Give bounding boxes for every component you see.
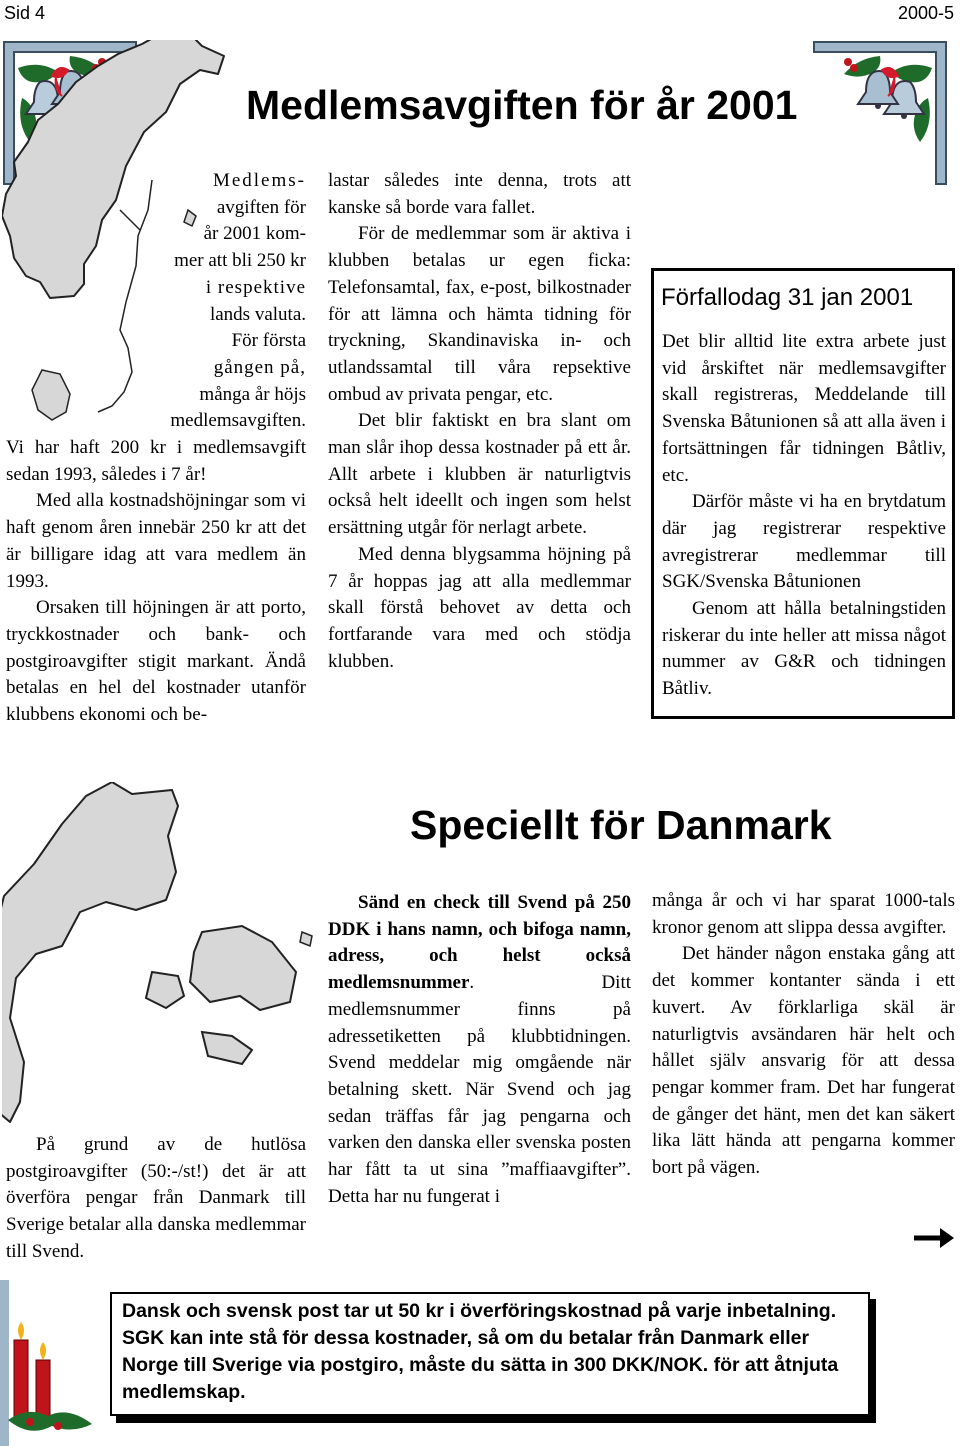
text-line: För första bbox=[231, 330, 306, 352]
due-date-box bbox=[651, 268, 955, 719]
paragraph: många år och vi har sparat 1000-tals kronor genom att slippa dessa avgifter. bbox=[652, 890, 955, 938]
paragraph: lastar således inte denna, trots att kanske så borde vara fallet. bbox=[328, 170, 631, 218]
article1-middle-column bbox=[328, 168, 631, 675]
paragraph: Orsaken till höjningen är att porto, tryckkostnader och bank- och postgiroavgifter stigit markant. Ändå betalas en hel del kostnader utanför klubbens ekonomi och be- bbox=[6, 597, 306, 726]
page-number: Sid 4 bbox=[4, 3, 46, 23]
text-line: medlemsavgiften. bbox=[170, 410, 306, 432]
paragraph: Det blir alltid lite extra arbete just vid årskiftet när medlemsavgifter skall registreras, Meddelande till Svenska Båtunionen så att alla även i fortsättningen får tidningen Båtliv, etc. bbox=[662, 331, 946, 486]
intro-wrap-lines bbox=[6, 168, 306, 435]
text-run: . Ditt medlemsnummer finns på adressetiketten på klubbtidningen. Svend meddelar mig omgående när betalning skett. När Svend och jag sedan träffas får jag pengarna och varken den danska eller svenska posten har fått ta ut sina ”maffiaavgifter”. Detta har nu fungerat i bbox=[328, 972, 631, 1207]
arrow-right-icon bbox=[912, 1226, 956, 1250]
paragraph: På grund av de hutlösa postgiroavgifter (50:-/st!) det är att överföra pengar från Danmark till Sverige betalar alla danska medlemmar till Svend. bbox=[6, 1134, 306, 1262]
paragraph: Genom att hålla betalningstiden riskerar du inte heller att missa något nummer av G&R och tidningen Båtliv. bbox=[662, 598, 946, 700]
paragraph: Med alla kostnadshöjningar som vi haft genom åren innebär 250 kr att det är billigare idag att vara medlem än 1993. bbox=[6, 490, 306, 592]
text-line: avgiften för bbox=[216, 196, 306, 218]
article2-middle-column bbox=[328, 890, 631, 1210]
article2-right-column bbox=[652, 888, 955, 1182]
paragraph bbox=[328, 890, 631, 1210]
text-line: gången på, bbox=[213, 356, 306, 378]
notice-box bbox=[110, 1292, 870, 1416]
text-line: många år höjs bbox=[199, 383, 306, 405]
text-line: mer att bli 250 kr bbox=[174, 250, 306, 272]
article-title: Medlemsavgiften för år 2001 bbox=[246, 82, 798, 128]
article1-left-column bbox=[6, 168, 306, 729]
paragraph: Vi har haft 200 kr i medlemsavgift sedan 1993, således i 7 år! bbox=[6, 437, 306, 485]
denmark-map bbox=[2, 782, 332, 1132]
text-line: Medlems- bbox=[212, 170, 306, 191]
paragraph: Det blir faktiskt en bra slant om man slår ihop dessa kostnader på ett år. Allt arbete i klubben är naturligtvis också helt ideellt och ingen som helst ersättning utgår för nerlagt arbete. bbox=[328, 410, 631, 539]
due-date-title: Förfallodag 31 jan 2001 bbox=[661, 284, 914, 311]
notice-text: Dansk och svensk post tar ut 50 kr i överföringskostnad på varje inbetalning. SGK kan inte stå för dessa kostnader, så om du betalar från Danmark eller Norge till Sverige via postgiro, måste du sätta in 300 DKK/NOK. för att åtnjuta medlemskap. bbox=[122, 1300, 839, 1403]
article2-left-column bbox=[6, 1132, 306, 1266]
text-line: i respektive bbox=[205, 276, 306, 298]
text-line: lands valuta. bbox=[209, 303, 306, 325]
bold-instruction: Sänd en check till Svend på 250 DDK i hans namn, och bifoga namn, adress, och helst också medlemsnummer bbox=[328, 892, 631, 994]
paragraph: För de medlemmar som är aktiva i klubben betalas ur egen ficka: Telefonsamtal, fax, e-post, bilkostnader för att lämna och hämta tidning för tryckning, Skandinaviska in- och utlandssamtal till våra repsektive ombud av privata pengar, etc. bbox=[328, 223, 631, 405]
text-line: år 2001 kom- bbox=[203, 223, 306, 245]
advent-candles-icon bbox=[0, 1270, 100, 1450]
paragraph: Med denna blygsamma höjning på 7 år hoppas jag att alla medlemmar skall förstå behovet av detta och fortfarande vara med och stödja klubben. bbox=[328, 543, 631, 672]
christmas-bells-corner-icon bbox=[800, 38, 960, 188]
paragraph: Det händer någon enstaka gång att det kommer kontanter sända i ett kuvert. Av förklarliga skäl är naturligtvis avsändaren här helt och hållet själv ansvarig för att dessa pengar kommer fram. Det har fungerat de gånger det hänt, men det kan säkert lika lätt hända att pengarna kommer bort på vägen. bbox=[652, 943, 955, 1179]
issue-number: 2000-5 bbox=[897, 3, 954, 23]
due-date-text bbox=[662, 329, 946, 703]
article-title: Speciellt för Danmark bbox=[410, 802, 832, 848]
paragraph: Därför måste vi ha en brytdatum där jag registrerar respektive avregistrerar medlemmar till SGK/Svenska Båtunionen bbox=[662, 491, 946, 593]
